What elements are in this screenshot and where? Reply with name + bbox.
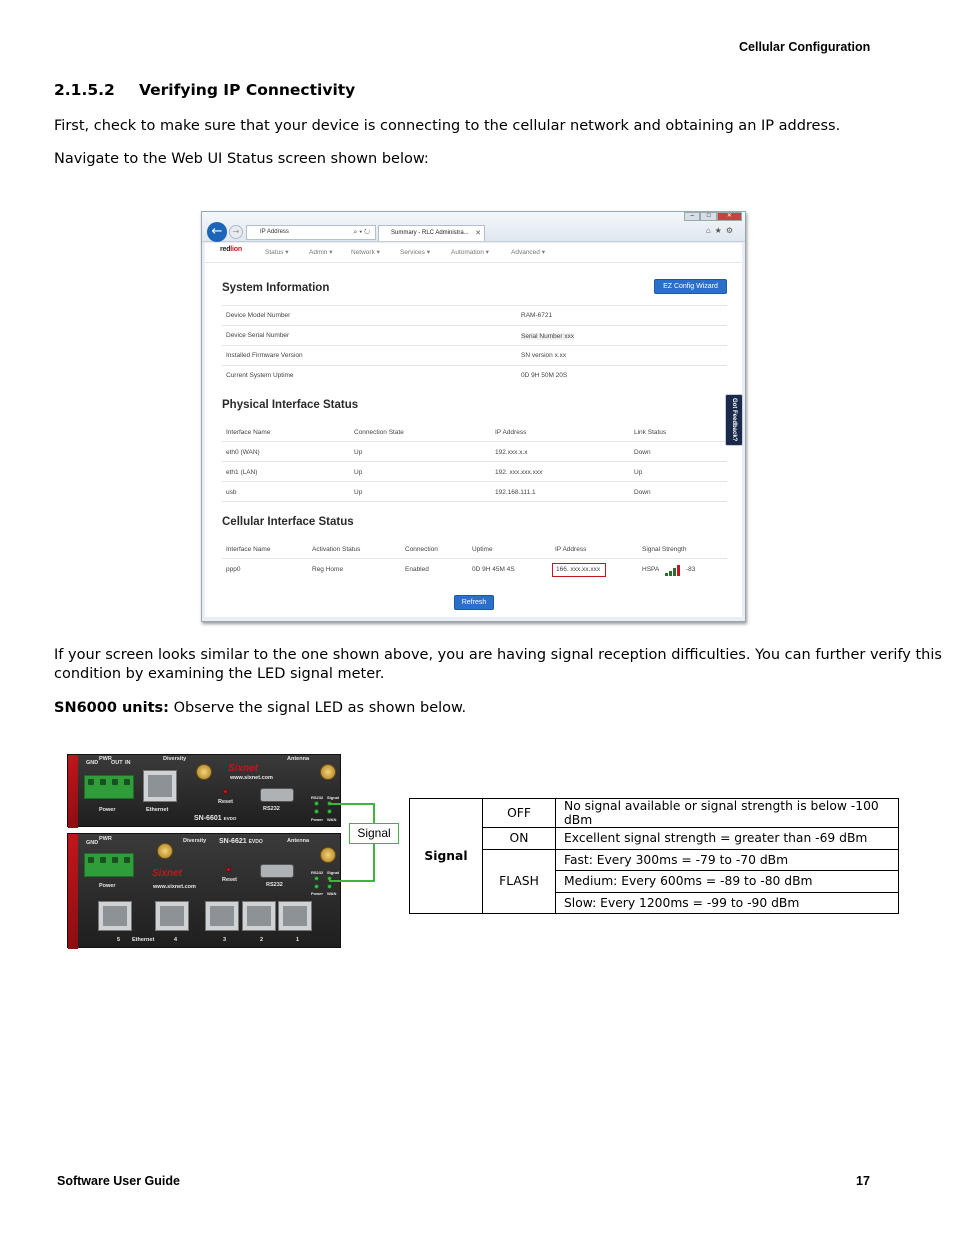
page-number: 17 xyxy=(856,1174,870,1188)
ethernet-port-1 xyxy=(278,901,312,931)
state-cell: FLASH xyxy=(483,849,556,914)
reset-label: Reset xyxy=(218,799,233,805)
reset-button-icon xyxy=(226,867,231,872)
browser-toolbar xyxy=(202,212,745,242)
diversity-antenna-connector xyxy=(157,843,173,859)
sixnet-url: www.sixnet.com xyxy=(230,775,273,781)
section-title: Verifying IP Connectivity xyxy=(139,81,356,99)
phys-cell: Up xyxy=(634,469,643,476)
tab-title: Summary - RLC Administra... xyxy=(391,230,469,236)
phys-header: Interface Name xyxy=(226,429,271,436)
gnd-label: GND xyxy=(86,840,99,846)
nav-admin: Admin ▾ xyxy=(309,249,333,256)
signal-led-label: Signal xyxy=(327,870,340,875)
rs232-port xyxy=(260,788,294,802)
antenna-label: Antenna xyxy=(287,838,309,844)
callout-line xyxy=(329,803,374,805)
phys-cell: Down xyxy=(634,489,651,496)
led-icon xyxy=(327,809,332,814)
antenna-label: Antenna xyxy=(287,756,309,762)
pwr-label: PWR xyxy=(99,836,112,842)
sysinfo-value: 0D 9H 50M 20S xyxy=(521,372,568,379)
footer-title: Software User Guide xyxy=(57,1174,180,1188)
led-icon xyxy=(314,876,319,881)
ethernet-label: Ethernet xyxy=(132,937,155,943)
sysinfo-label: Device Serial Number xyxy=(226,332,290,339)
sn6000-device-photo xyxy=(61,743,402,957)
phys-header: IP Address xyxy=(495,429,527,436)
signal-callout: Signal xyxy=(349,823,399,844)
phys-cell: Down xyxy=(634,449,651,456)
web-ui-screenshot xyxy=(201,211,746,622)
signal-led-table xyxy=(409,798,899,914)
desc-cell: Slow: Every 1200ms = -99 to -90 dBm xyxy=(556,892,899,914)
cell-header: Signal Strength xyxy=(642,546,687,553)
nav-status: Status ▾ xyxy=(265,249,289,256)
in-label: IN xyxy=(125,760,131,766)
main-antenna-connector xyxy=(320,847,336,863)
rs232-label: RS232 xyxy=(263,806,280,812)
running-header: Cellular Configuration xyxy=(739,40,871,54)
diversity-label: Diversity xyxy=(163,756,187,762)
cell-header: Activation Status xyxy=(312,546,361,553)
sn-6601-unit xyxy=(67,754,341,827)
led-icon xyxy=(314,801,319,806)
main-antenna-connector xyxy=(320,764,336,780)
table-row xyxy=(410,828,899,850)
diversity-label: Diversity xyxy=(183,838,207,844)
maximize-icon: □ xyxy=(700,212,716,221)
sysinfo-label: Installed Firmware Version xyxy=(226,352,303,359)
cell-value: ppp0 xyxy=(226,566,241,573)
cell-header: Interface Name xyxy=(226,546,271,553)
phys-cell: 192.168.111.1 xyxy=(495,489,536,496)
callout-line xyxy=(373,844,375,882)
power-label: Power xyxy=(99,807,116,813)
wan-led-label: WAN xyxy=(327,891,337,896)
refresh-button: Refresh xyxy=(454,595,494,610)
out-label: OUT xyxy=(111,760,123,766)
rs232-led-label: RS232 xyxy=(311,870,324,875)
reset-label: Reset xyxy=(222,877,237,883)
sysinfo-label: Device Model Number xyxy=(226,312,291,319)
paragraph-4 xyxy=(54,698,466,718)
nav-advanced: Advanced ▾ xyxy=(511,249,545,256)
ethernet-port-2 xyxy=(242,901,276,931)
state-cell: OFF xyxy=(483,799,556,828)
paragraph-2: Navigate to the Web UI Status screen shown below: xyxy=(54,151,429,167)
phys-cell: 192. xxx.xxx.xxx xyxy=(495,469,543,476)
signal-led-label: Signal xyxy=(327,795,340,800)
port-number-3: 3 xyxy=(223,937,227,943)
minimize-icon: – xyxy=(684,212,700,221)
ethernet-label: Ethernet xyxy=(146,807,169,813)
port-number-2: 2 xyxy=(260,937,264,943)
cell-value: Enabled xyxy=(405,566,429,573)
gnd-label: GND xyxy=(86,760,99,766)
paragraph-1: First, check to make sure that your device is connecting to the cellular network and obtaining an IP address. xyxy=(54,118,841,134)
rs232-led-label: RS232 xyxy=(311,795,324,800)
cell-value: Reg Home xyxy=(312,566,344,573)
led-icon xyxy=(314,884,319,889)
signal-group-cell: Signal xyxy=(410,799,483,914)
table-row xyxy=(410,799,899,828)
phys-cell: usb xyxy=(226,489,237,496)
callout-line xyxy=(373,803,375,823)
phys-cell: Up xyxy=(354,469,363,476)
cell-header: Uptime xyxy=(472,546,493,553)
paragraph-4-rest: Observe the signal LED as shown below. xyxy=(168,700,467,716)
address-bar xyxy=(246,225,376,240)
model-label: SN-6601 EVDO xyxy=(194,815,237,822)
model-label: SN-6621 EVDO xyxy=(219,838,263,845)
state-cell: ON xyxy=(483,828,556,850)
ethernet-port xyxy=(143,770,177,802)
search-refresh-icons: ⌕ ▾ ↻ xyxy=(353,229,370,236)
signal-bars-icon xyxy=(665,565,683,576)
power-label: Power xyxy=(99,883,116,889)
desc-cell: Medium: Every 600ms = -89 to -80 dBm xyxy=(556,871,899,893)
section-number: 2.1.5.2 xyxy=(54,81,115,99)
diversity-antenna-connector xyxy=(196,764,212,780)
phys-header: Link Status xyxy=(634,429,667,436)
nav-services: Services ▾ xyxy=(400,249,430,256)
phys-cell: 192.xxx.x.x xyxy=(495,449,528,456)
rs232-port xyxy=(260,864,294,878)
close-icon: ✕ xyxy=(717,212,742,221)
power-led-label: Power xyxy=(311,891,324,896)
sysinfo-value: Serial Number xxx xyxy=(521,333,575,340)
physical-interface-title: Physical Interface Status xyxy=(222,399,359,411)
reset-button-icon xyxy=(223,789,228,794)
cell-header: Connection xyxy=(405,546,438,553)
cell-header: IP Address xyxy=(555,546,587,553)
paragraph-4-bold: SN6000 units: xyxy=(54,700,169,716)
port-number-1: 1 xyxy=(296,937,300,943)
top-navbar xyxy=(205,243,742,263)
led-icon xyxy=(327,884,332,889)
phys-cell: eth0 (WAN) xyxy=(226,449,260,456)
sysinfo-label: Current System Uptime xyxy=(226,372,294,379)
phys-header: Connection State xyxy=(354,429,404,436)
forward-arrow-icon: → xyxy=(229,225,243,239)
got-feedback-tab: Got Feedback? xyxy=(725,394,743,446)
cell-network-type: HSPA xyxy=(642,566,660,573)
cell-ip-value: 166. xxx.xx.xxx xyxy=(556,566,601,573)
wan-led-label: WAN xyxy=(327,817,337,822)
paragraph-3-line1: If your screen looks similar to the one shown above, you are having signal reception difficulties. You can further verify this xyxy=(54,647,942,663)
nav-automation: Automation ▾ xyxy=(451,249,489,256)
led-icon xyxy=(314,809,319,814)
back-arrow-icon: ← xyxy=(207,222,227,242)
home-star-gear-icons: ⌂★⚙ xyxy=(705,226,737,235)
desc-cell: No signal available or signal strength is below -100 dBm xyxy=(556,799,899,828)
sysinfo-value: RAM-6721 xyxy=(521,312,553,319)
address-text: IP Address xyxy=(260,229,289,235)
ethernet-port-4 xyxy=(155,901,189,931)
cellular-interface-title: Cellular Interface Status xyxy=(222,516,354,528)
table-row xyxy=(410,849,899,871)
terminal-block xyxy=(84,853,134,877)
pwr-label: PWR xyxy=(99,756,112,762)
ethernet-port-3 xyxy=(205,901,239,931)
sixnet-logo: Sixnet xyxy=(228,763,259,774)
ethernet-port-5 xyxy=(98,901,132,931)
browser-tab xyxy=(378,225,485,241)
ez-config-wizard-button: EZ Config Wizard xyxy=(654,279,727,294)
terminal-block xyxy=(84,775,134,799)
redlion-logo: redlion xyxy=(220,246,242,253)
paragraph-3-line2: condition by examining the LED signal meter. xyxy=(54,666,385,682)
window-controls xyxy=(684,212,742,221)
sixnet-logo: Sixnet xyxy=(152,868,183,879)
phys-cell: eth1 (LAN) xyxy=(226,469,258,476)
port-number-4: 4 xyxy=(174,937,178,943)
system-info-title: System Information xyxy=(222,282,330,294)
callout-line xyxy=(329,880,374,882)
sn-6621-unit xyxy=(67,833,341,948)
tab-close-icon: ✕ xyxy=(475,230,481,237)
sysinfo-value: SN version x.xx xyxy=(521,352,567,359)
sixnet-url: www.sixnet.com xyxy=(153,884,196,890)
phys-cell: Up xyxy=(354,449,363,456)
cell-value: 0D 9H 45M 4S xyxy=(472,566,515,573)
port-number-5: 5 xyxy=(117,937,121,943)
desc-cell: Excellent signal strength = greater than -69 dBm xyxy=(556,828,899,850)
cell-signal-dbm: -83 xyxy=(686,566,696,573)
nav-network: Network ▾ xyxy=(351,249,380,256)
power-led-label: Power xyxy=(311,817,324,822)
rs232-label: RS232 xyxy=(266,882,283,888)
desc-cell: Fast: Every 300ms = -79 to -70 dBm xyxy=(556,849,899,871)
status-page xyxy=(205,243,742,617)
phys-cell: Up xyxy=(354,489,363,496)
